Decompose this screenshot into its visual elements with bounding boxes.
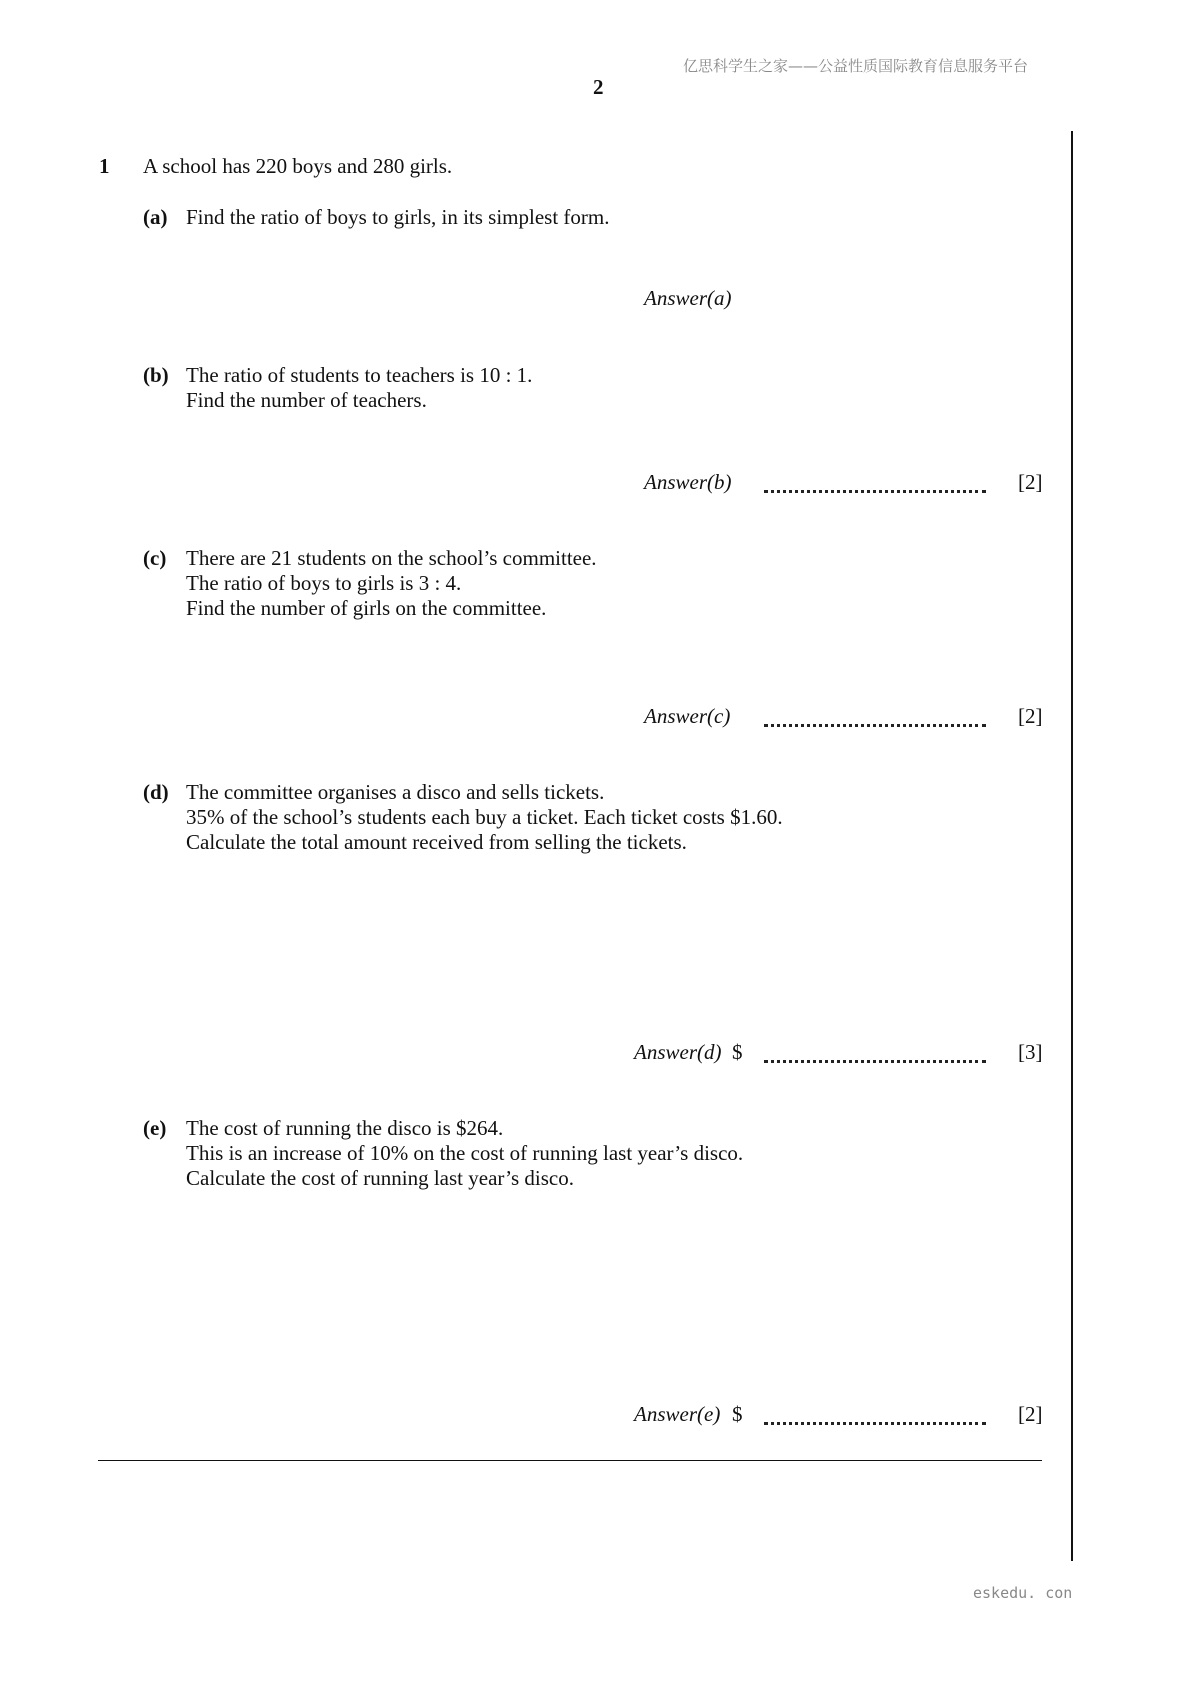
part-b-line-1: The ratio of students to teachers is 10 : 1. — [186, 363, 533, 387]
part-e-label: (e) — [143, 1116, 167, 1140]
part-c-line-1: There are 21 students on the school’s committee. — [186, 546, 597, 570]
part-a-label: (a) — [143, 205, 168, 229]
part-b-label: (b) — [143, 363, 169, 387]
answer-d-currency: $ — [732, 1040, 743, 1064]
part-c-label: (c) — [143, 546, 167, 570]
answer-e-dotted-line — [764, 1422, 986, 1425]
marks-b: [2] — [1018, 470, 1043, 494]
answer-b-dotted-line — [764, 490, 986, 493]
question-number: 1 — [99, 154, 110, 178]
right-margin-rule — [1071, 131, 1073, 1561]
part-c-line-2: The ratio of boys to girls is 3 : 4. — [186, 571, 462, 595]
page-number: 2 — [593, 75, 604, 99]
part-b-line-2: Find the number of teachers. — [186, 388, 427, 412]
part-e-line-3: Calculate the cost of running last year’s disco. — [186, 1166, 575, 1190]
part-d-line-3: Calculate the total amount received from selling the tickets. — [186, 830, 687, 854]
answer-d-dotted-line — [764, 1060, 986, 1063]
answer-d-label: Answer(d) — [634, 1040, 722, 1064]
part-d-line-2: 35% of the school’s students each buy a ticket. Each ticket costs $1.60. — [186, 805, 783, 829]
part-d-line-1: The committee organises a disco and sells tickets. — [186, 780, 605, 804]
answer-b-label: Answer(b) — [644, 470, 732, 494]
part-e-line-1: The cost of running the disco is $264. — [186, 1116, 504, 1140]
answer-e-currency: $ — [732, 1402, 743, 1426]
part-d-label: (d) — [143, 780, 169, 804]
footer-watermark: eskedu. con — [973, 1584, 1073, 1602]
marks-c: [2] — [1018, 704, 1043, 728]
answer-c-label: Answer(c) — [644, 704, 731, 728]
marks-e: [2] — [1018, 1402, 1043, 1426]
question-intro: A school has 220 boys and 280 girls. — [143, 154, 453, 178]
header-watermark: 亿思科学生之家——公益性质国际教育信息服务平台 — [683, 57, 1029, 75]
answer-c-dotted-line — [764, 724, 986, 727]
answer-a-label: Answer(a) — [644, 286, 732, 310]
marks-d: [3] — [1018, 1040, 1043, 1064]
part-a-text: Find the ratio of boys to girls, in its simplest form. — [186, 205, 610, 229]
part-c-line-3: Find the number of girls on the committee. — [186, 596, 547, 620]
end-of-question-rule — [98, 1460, 1042, 1461]
part-e-line-2: This is an increase of 10% on the cost of running last year’s disco. — [186, 1141, 744, 1165]
answer-e-label: Answer(e) — [634, 1402, 721, 1426]
